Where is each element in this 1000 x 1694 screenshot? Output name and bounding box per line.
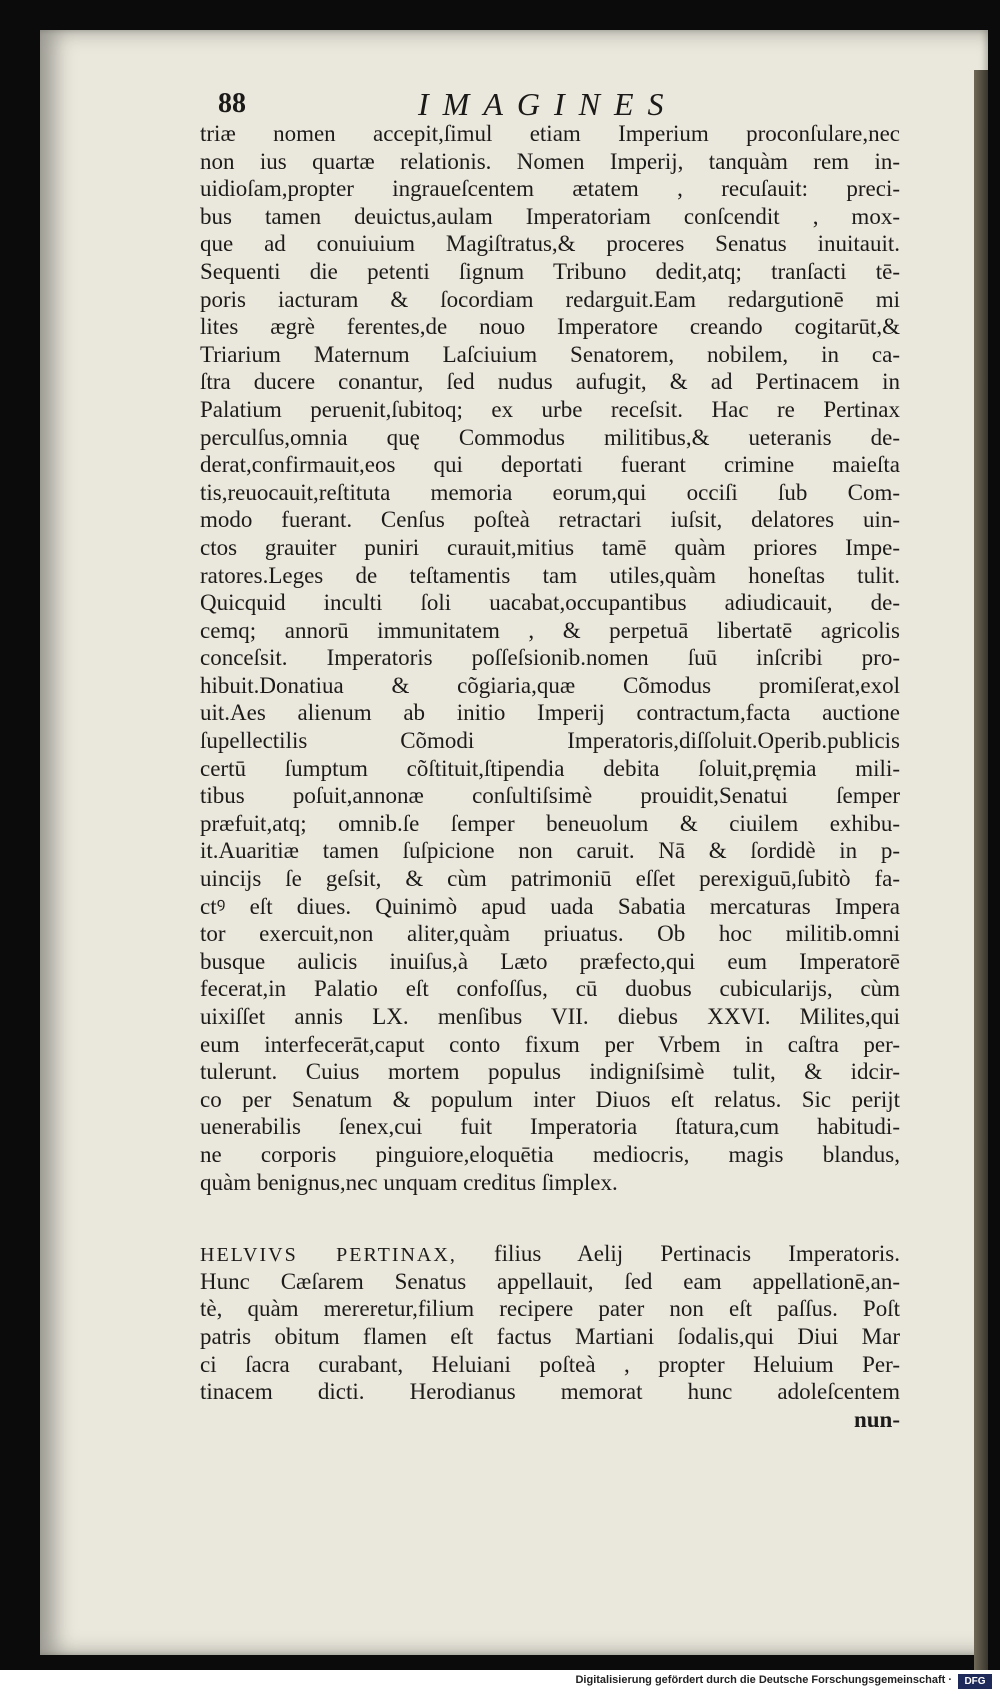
page-number: 88 bbox=[218, 88, 246, 119]
text-line: tè, quàm mereretur,filium recipere pater non eſt paſſus. Poſt bbox=[200, 1296, 900, 1322]
text-line: uixiſſet annis LX. menſibus VII. diebus XXVI. Milites,qui bbox=[200, 1004, 900, 1029]
text-line: perculſus,omnia quę Commodus militibus,& ueteranis de- bbox=[200, 424, 900, 450]
text-line: triæ nomen accepit,ſimul etiam Imperium proconſulare,nec bbox=[200, 121, 900, 146]
text-line: bus tamen deuictus,aulam Imperatoriam conſcendit , mox- bbox=[200, 203, 900, 229]
text-line: tibus poſuit,annonæ conſultiſsimè prouidit,Senatui ſemper bbox=[200, 783, 900, 809]
text-line: tinacem dicti. Herodianus memorat hunc adoleſcentem bbox=[200, 1379, 900, 1405]
text-line: Hunc Cæſarem Senatus appellauit, ſed eam appellationē,an- bbox=[200, 1268, 900, 1294]
dfg-logo: DFG bbox=[958, 1674, 992, 1689]
text-line: tor exercuit,non aliter,quàm priuatus. Ob hoc militib.omni bbox=[200, 921, 900, 947]
text-line: ci ſacra curabant, Heluiani poſteà , propter Heluium Per- bbox=[200, 1351, 900, 1377]
paragraph-gap bbox=[200, 1196, 900, 1240]
paragraph-2 bbox=[200, 1240, 900, 1433]
text-line: uit.Aes alienum ab initio Imperij contractum,facta auctione bbox=[200, 700, 900, 726]
text-line: co per Senatum & populum inter Diuos eſt relatus. Sic perijt bbox=[200, 1086, 900, 1112]
text-line: busque aulicis inuiſus,à Læto præfecto,qui eum Imperatorē bbox=[200, 948, 900, 974]
running-title: IMAGINES bbox=[418, 86, 678, 122]
text-line: ne corporis pinguiore,eloquētia mediocris, magis blandus, bbox=[200, 1141, 900, 1167]
text-line: tis,reuocauit,reſtituta memoria eorum,qui occiſi ſub Com- bbox=[200, 479, 900, 505]
text-line: hibuit.Donatiua & cõgiaria,quæ Cõmodus promiſerat,exol bbox=[200, 672, 900, 698]
text-line: conceſsit. Imperatoris poſſeſsionib.nomen ſuū inſcribi pro- bbox=[200, 645, 900, 671]
text-line: uincijs ſe geſsit, & cùm patrimoniū eſſet perexiguū,ſubitò fa- bbox=[200, 866, 900, 892]
text-line: patris obitum flamen eſt factus Martiani ſodalis,qui Diui Mar bbox=[200, 1323, 900, 1349]
text-line: quàm benignus,nec unquam creditus ſimplex. bbox=[200, 1169, 618, 1195]
text-block bbox=[200, 120, 900, 1433]
text-line: ctꝰ eſt diues. Quinimò apud uada Sabatia mercaturas Impera bbox=[200, 893, 900, 919]
text-line: non ius quartæ relationis. Nomen Imperij, tanquàm rem in- bbox=[200, 148, 900, 174]
text-line-first bbox=[200, 1240, 900, 1268]
text-line: eum interfecerāt,caput conto fixum per Vrbem in caſtra per- bbox=[200, 1031, 900, 1057]
text-line: modo fuerant. Cenſus poſteà retractari iuſsit, delatores uin- bbox=[200, 507, 900, 533]
text-line: fecerat,in Palatio eſt confoſſus, cū duobus cubicularijs, cùm bbox=[200, 976, 900, 1002]
text-line: uidioſam,propter ingraueſcentem ætatem , recuſauit: preci- bbox=[200, 176, 900, 202]
text-line: derat,confirmauit,eos qui deportati fuerant crimine maieſta bbox=[200, 452, 900, 478]
text-line: uenerabilis ſenex,cui fuit Imperatoria ſtatura,cum habitudi- bbox=[200, 1114, 900, 1140]
page-edge bbox=[974, 70, 988, 1670]
text-line: ratores.Leges de teſtamentis tam utiles,quàm honeſtas tulit. bbox=[200, 562, 900, 588]
text-line: ſupellectilis Cõmodi Imperatoris,diſſoluit.Operib.publicis bbox=[200, 728, 900, 754]
text-line: it.Auaritiæ tamen ſuſpicione non caruit. Nā & ſordidè in p- bbox=[200, 838, 900, 864]
catchword: nun- bbox=[853, 1406, 900, 1432]
text-line: poris iacturam & ſocordiam redarguit.Eam redargutionē mi bbox=[200, 286, 900, 312]
text-line: que ad conuiuium Magiſtratus,& proceres Senatus inuitauit. bbox=[200, 231, 900, 257]
paragraph-1 bbox=[200, 120, 900, 1196]
entry-heading-rest: filius Aelij Pertinacis Imperatoris. bbox=[456, 1241, 900, 1267]
text-line: tulerunt. Cuius mortem populus indigniſsimè tulit, & idcir- bbox=[200, 1059, 900, 1085]
text-line: cemq; annorū immunitatem , & perpetuā libertatē agricolis bbox=[200, 617, 900, 643]
text-line: ſtra ducere conantur, ſed nudus aufugit, & ad Pertinacem in bbox=[200, 369, 900, 395]
text-line: Quicquid inculti ſoli uacabat,occupantibus adiudicauit, de- bbox=[200, 590, 900, 616]
funding-note: Digitalisierung gefördert durch die Deutsche Forschungsgemeinschaft · bbox=[575, 1674, 952, 1686]
text-line: lites ægrè ferentes,de nouo Imperatore creando cogitarūt,& bbox=[200, 314, 900, 340]
text-line: Sequenti die petenti ſignum Tribuno dedit,atq; tranſacti tē- bbox=[200, 258, 900, 284]
text-line: Palatium peruenit,ſubitoq; ex urbe receſsit. Hac re Pertinax bbox=[200, 396, 900, 422]
text-line: ctos grauiter puniri curauit,mitius tamē quàm priores Impe- bbox=[200, 534, 900, 560]
text-line: Triarium Maternum Laſciuium Senatorem, nobilem, in ca- bbox=[200, 341, 900, 367]
text-line: præfuit,atq; omnib.ſe ſemper beneuolum & ciuilem exhibu- bbox=[200, 810, 900, 836]
text-line: certū ſumptum cõſtituit,ſtipendia debita ſoluit,pręmia mili- bbox=[200, 755, 900, 781]
entry-heading: HELVIVS PERTINAX, bbox=[200, 1244, 457, 1267]
